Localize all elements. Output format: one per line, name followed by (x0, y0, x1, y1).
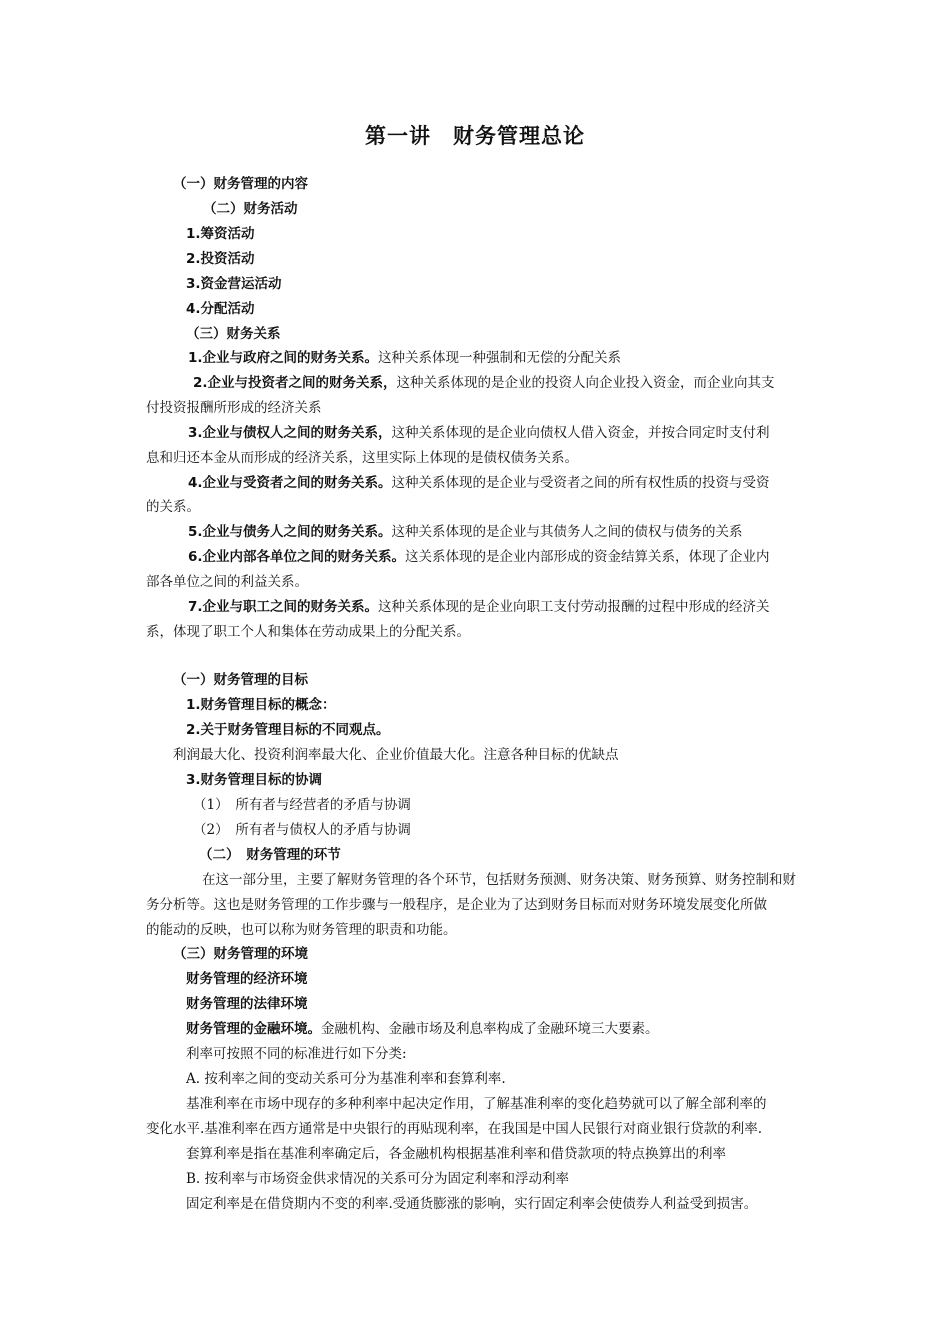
rate-a-text-2: 变化水平.基准利率在西方通常是中央银行的再贴现利率，在我国是中国人民银行对商业银行贷款的利率. (146, 1121, 763, 1137)
stages-text-2: 务分析等。这也是财务管理的工作步骤与一般程序，是企业为了达到财务目标而对财务环境发展变化所做 (146, 897, 767, 913)
goal-views-text: 利润最大化、投资利润率最大化、企业价值最大化。注意各种目标的优缺点 (173, 747, 619, 763)
env-financial-text: 金融机构、金融市场及利息率构成了金融环境三大要素。 (321, 1021, 659, 1037)
relation-text-cont: 付投资报酬所形成的经济关系 (146, 400, 322, 416)
relation-text: 这种关系体现的是企业与受资者之间的所有权性质的投资与受资 (391, 475, 770, 491)
relation-3 (188, 423, 770, 443)
goal-coordination: 3.财务管理目标的协调 (186, 772, 323, 788)
heading-goals: （一）财务管理的目标 (173, 672, 308, 688)
relation-label: 3.企业与债权人之间的财务关系， (188, 425, 392, 441)
goal-concept: 1.财务管理目标的概念： (186, 697, 336, 713)
relation-text: 这种关系体现的是企业与其债务人之间的债权与债务的关系 (391, 524, 743, 540)
relation-text-cont: 系，体现了职工个人和集体在劳动成果上的分配关系。 (146, 624, 470, 640)
relation-4 (188, 473, 770, 493)
heading-content: （一）财务管理的内容 (173, 176, 308, 192)
relation-text-cont: 的关系。 (146, 499, 200, 515)
heading-activities: （二）财务活动 (203, 201, 298, 217)
heading-stages: （二） 财务管理的环节 (199, 847, 341, 863)
relation-text-cont: 部各单位之间的利益关系。 (146, 574, 308, 590)
env-economic: 财务管理的经济环境 (186, 971, 308, 987)
list-item: 1.筹资活动 (186, 226, 255, 242)
goal-views: 2.关于财务管理目标的不同观点。 (186, 722, 390, 738)
rate-a-text-1: 基准利率在市场中现存的多种利率中起决定作用，了解基准利率的变化趋势就可以了解全部利率的 (186, 1096, 767, 1112)
list-item: 4.分配活动 (186, 301, 255, 317)
relation-text: 这种关系体现一种强制和无偿的分配关系 (378, 350, 622, 366)
list-item: 2.投资活动 (186, 251, 255, 267)
relation-1 (188, 348, 621, 368)
relation-label: 6.企业内部各单位之间的财务关系。 (188, 549, 406, 565)
env-financial-label: 财务管理的金融环境。 (186, 1021, 321, 1037)
rate-a-text-3: 套算利率是指在基准利率确定后，各金融机构根据基准利率和借贷款项的特点换算出的利率 (186, 1146, 726, 1162)
relation-text: 这种关系体现的是企业向债权人借入资金，并按合同定时支付利 (391, 425, 770, 441)
relation-label: 2.企业与投资者之间的财务关系， (193, 375, 397, 391)
page-title: 第一讲 财务管理总论 (365, 124, 585, 148)
rate-class-a: A. 按利率之间的变动关系可分为基准利率和套算利率. (186, 1071, 506, 1087)
env-financial (186, 1019, 659, 1039)
list-item: 3.资金营运活动 (186, 276, 282, 292)
relation-label: 4.企业与受资者之间的财务关系。 (188, 475, 392, 491)
stages-text-3: 的能动的反映，也可以称为财务管理的职责和功能。 (146, 922, 457, 938)
rate-intro: 利率可按照不同的标准进行如下分类: (186, 1046, 407, 1062)
relation-label: 1.企业与政府之间的财务关系。 (188, 350, 379, 366)
relation-6 (188, 547, 770, 567)
relation-7 (188, 597, 770, 617)
rate-class-b: B. 按利率与市场资金供求情况的关系可分为固定利率和浮动利率 (186, 1171, 570, 1187)
heading-environment: （三）财务管理的环境 (173, 946, 308, 962)
heading-relations: （三）财务关系 (186, 326, 281, 342)
stages-text-1: 在这一部分里，主要了解财务管理的各个环节，包括财务预测、财务决策、财务预算、财务控制和财 (202, 872, 796, 888)
relation-text: 这种关系体现的是企业向职工支付劳动报酬的过程中形成的经济关 (378, 599, 770, 615)
relation-text-cont: 息和归还本金从而形成的经济关系，这里实际上体现的是债权债务关系。 (146, 450, 578, 466)
relation-label: 5.企业与债务人之间的财务关系。 (188, 524, 392, 540)
relation-2 (193, 373, 775, 393)
coordination-item: （1） 所有者与经营者的矛盾与协调 (193, 797, 411, 813)
env-legal: 财务管理的法律环境 (186, 996, 308, 1012)
relation-text: 这种关系体现的是企业的投资人向企业投入资金，而企业向其支 (396, 375, 775, 391)
coordination-item: （2） 所有者与债权人的矛盾与协调 (193, 822, 411, 838)
rate-b-text-1: 固定利率是在借贷期内不变的利率.受通货膨涨的影响，实行固定利率会使债券人利益受到损害。 (186, 1196, 758, 1212)
relation-5 (188, 522, 743, 542)
relation-text: 这关系体现的是企业内部形成的资金结算关系，体现了企业内 (405, 549, 770, 565)
relation-label: 7.企业与职工之间的财务关系。 (188, 599, 379, 615)
